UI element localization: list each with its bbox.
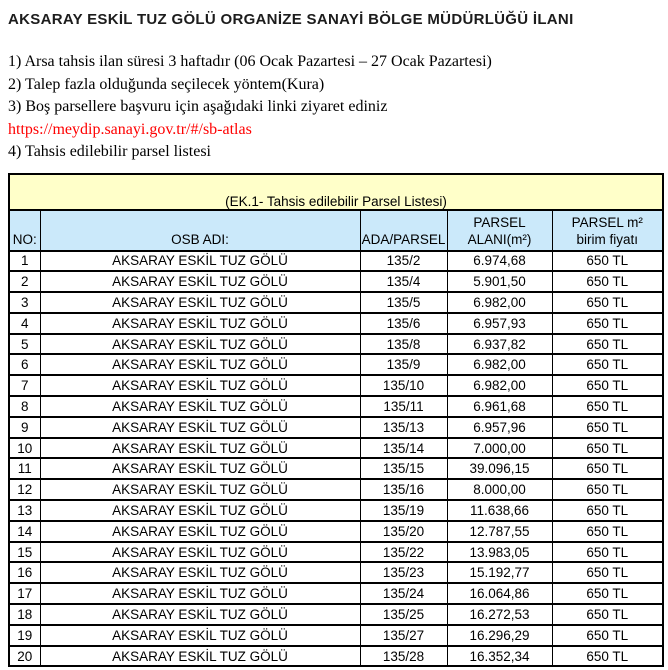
cell-no: 17 [9,583,40,604]
cell-osb-adi: AKSARAY ESKİL TUZ GÖLÜ [40,354,360,375]
cell-birim-fiyat: 650 TL [552,500,663,521]
col-header-birim-fiyat [552,210,663,251]
cell-parsel-alani: 6.957,93 [447,313,552,334]
cell-no: 1 [9,251,40,272]
header-line: birim fiyatı [576,231,639,247]
col-header-no: NO: [9,210,40,251]
table-row [9,438,663,459]
cell-ada-parsel: 135/11 [360,396,447,417]
cell-parsel-alani: 16.064,86 [447,583,552,604]
cell-no: 16 [9,562,40,583]
cell-parsel-alani: 6.982,00 [447,375,552,396]
cell-osb-adi: AKSARAY ESKİL TUZ GÖLÜ [40,458,360,479]
cell-parsel-alani: 6.961,68 [447,396,552,417]
intro-line-2: 2) Talep fazla olduğunda seçilecek yöntem(Kura) [8,75,325,93]
cell-parsel-alani: 15.192,77 [447,562,552,583]
table-row [9,625,663,646]
cell-no: 12 [9,479,40,500]
cell-no: 13 [9,500,40,521]
cell-parsel-alani: 6.982,00 [447,292,552,313]
cell-no: 18 [9,604,40,625]
cell-parsel-alani: 6.937,82 [447,334,552,355]
cell-birim-fiyat: 650 TL [552,458,663,479]
table-row [9,583,663,604]
cell-birim-fiyat: 650 TL [552,375,663,396]
cell-no: 14 [9,521,40,542]
cell-no: 10 [9,438,40,459]
table-row [9,604,663,625]
cell-ada-parsel: 135/23 [360,562,447,583]
table-row [9,313,663,334]
cell-no: 20 [9,646,40,667]
cell-parsel-alani: 6.982,00 [447,354,552,375]
cell-no: 19 [9,625,40,646]
cell-parsel-alani: 13.983,05 [447,542,552,563]
cell-ada-parsel: 135/9 [360,354,447,375]
cell-no: 7 [9,375,40,396]
cell-birim-fiyat: 650 TL [552,354,663,375]
cell-birim-fiyat: 650 TL [552,417,663,438]
cell-birim-fiyat: 650 TL [552,396,663,417]
table-row [9,562,663,583]
col-header-osb: OSB ADI: [40,210,360,251]
cell-birim-fiyat: 650 TL [552,625,663,646]
cell-birim-fiyat: 650 TL [552,479,663,500]
table-row [9,354,663,375]
cell-ada-parsel: 135/27 [360,625,447,646]
cell-ada-parsel: 135/19 [360,500,447,521]
cell-no: 4 [9,313,40,334]
table-row [9,646,663,667]
cell-parsel-alani: 6.974,68 [447,251,552,272]
table-row [9,458,663,479]
header-line: PARSEL m² [571,214,643,230]
cell-birim-fiyat: 650 TL [552,438,663,459]
parcel-table [8,173,664,668]
application-link[interactable]: https://meydip.sanayi.gov.tr/#/sb-atlas [8,120,252,138]
cell-ada-parsel: 135/4 [360,271,447,292]
cell-ada-parsel: 135/20 [360,521,447,542]
cell-parsel-alani: 11.638,66 [447,500,552,521]
cell-osb-adi: AKSARAY ESKİL TUZ GÖLÜ [40,292,360,313]
cell-parsel-alani: 8.000,00 [447,479,552,500]
cell-osb-adi: AKSARAY ESKİL TUZ GÖLÜ [40,521,360,542]
cell-birim-fiyat: 650 TL [552,562,663,583]
cell-ada-parsel: 135/2 [360,251,447,272]
table-row [9,500,663,521]
cell-osb-adi: AKSARAY ESKİL TUZ GÖLÜ [40,396,360,417]
col-header-ada-parsel: ADA/PARSEL [360,210,447,251]
table-row [9,417,663,438]
table-row [9,396,663,417]
cell-ada-parsel: 135/24 [360,583,447,604]
intro-lines [8,51,662,164]
cell-parsel-alani: 7.000,00 [447,438,552,459]
table-header-row [9,210,663,251]
cell-osb-adi: AKSARAY ESKİL TUZ GÖLÜ [40,313,360,334]
cell-parsel-alani: 5.901,50 [447,271,552,292]
cell-parsel-alani: 16.352,34 [447,646,552,667]
col-header-parsel-alani [447,210,552,251]
cell-osb-adi: AKSARAY ESKİL TUZ GÖLÜ [40,562,360,583]
table-row [9,479,663,500]
cell-no: 15 [9,542,40,563]
cell-ada-parsel: 135/5 [360,292,447,313]
cell-parsel-alani: 39.096,15 [447,458,552,479]
table-row [9,334,663,355]
cell-osb-adi: AKSARAY ESKİL TUZ GÖLÜ [40,251,360,272]
table-caption-row [9,174,663,210]
cell-osb-adi: AKSARAY ESKİL TUZ GÖLÜ [40,334,360,355]
cell-osb-adi: AKSARAY ESKİL TUZ GÖLÜ [40,417,360,438]
cell-osb-adi: AKSARAY ESKİL TUZ GÖLÜ [40,271,360,292]
table-row [9,292,663,313]
cell-birim-fiyat: 650 TL [552,271,663,292]
table-row [9,271,663,292]
cell-no: 5 [9,334,40,355]
cell-osb-adi: AKSARAY ESKİL TUZ GÖLÜ [40,479,360,500]
cell-birim-fiyat: 650 TL [552,251,663,272]
table-caption: (EK.1- Tahsis edilebilir Parsel Listesi) [9,174,663,210]
cell-ada-parsel: 135/14 [360,438,447,459]
cell-parsel-alani: 12.787,55 [447,521,552,542]
cell-osb-adi: AKSARAY ESKİL TUZ GÖLÜ [40,583,360,604]
cell-ada-parsel: 135/28 [360,646,447,667]
page-title: AKSARAY ESKİL TUZ GÖLÜ ORGANİZE SANAYİ BÖLGE MÜDÜRLÜĞÜ İLANI [8,11,574,28]
cell-ada-parsel: 135/16 [360,479,447,500]
table-row [9,375,663,396]
cell-birim-fiyat: 650 TL [552,583,663,604]
cell-osb-adi: AKSARAY ESKİL TUZ GÖLÜ [40,500,360,521]
cell-osb-adi: AKSARAY ESKİL TUZ GÖLÜ [40,375,360,396]
parcel-table-body [9,251,663,667]
cell-ada-parsel: 135/15 [360,458,447,479]
cell-no: 8 [9,396,40,417]
cell-osb-adi: AKSARAY ESKİL TUZ GÖLÜ [40,604,360,625]
cell-birim-fiyat: 650 TL [552,604,663,625]
header-line: ALANI(m²) [467,231,532,247]
cell-ada-parsel: 135/10 [360,375,447,396]
table-row [9,251,663,272]
cell-osb-adi: AKSARAY ESKİL TUZ GÖLÜ [40,438,360,459]
cell-no: 2 [9,271,40,292]
cell-no: 9 [9,417,40,438]
cell-ada-parsel: 135/8 [360,334,447,355]
cell-birim-fiyat: 650 TL [552,542,663,563]
cell-parsel-alani: 16.296,29 [447,625,552,646]
cell-ada-parsel: 135/6 [360,313,447,334]
cell-osb-adi: AKSARAY ESKİL TUZ GÖLÜ [40,625,360,646]
cell-no: 11 [9,458,40,479]
cell-parsel-alani: 6.957,96 [447,417,552,438]
table-row [9,542,663,563]
cell-birim-fiyat: 650 TL [552,521,663,542]
cell-no: 3 [9,292,40,313]
cell-ada-parsel: 135/22 [360,542,447,563]
table-row [9,521,663,542]
cell-ada-parsel: 135/13 [360,417,447,438]
intro-line-4: 4) Tahsis edilebilir parsel listesi [8,143,211,160]
cell-birim-fiyat: 650 TL [552,292,663,313]
cell-birim-fiyat: 650 TL [552,334,663,355]
cell-osb-adi: AKSARAY ESKİL TUZ GÖLÜ [40,646,360,667]
cell-no: 6 [9,354,40,375]
cell-ada-parsel: 135/25 [360,604,447,625]
intro-line-3: 3) Boş parsellere başvuru için aşağıdaki linki ziyaret ediniz [8,98,388,115]
cell-parsel-alani: 16.272,53 [447,604,552,625]
intro-line-1: 1) Arsa tahsis ilan süresi 3 haftadır (06 Ocak Pazartesi – 27 Ocak Pazartesi) [8,53,492,70]
cell-birim-fiyat: 650 TL [552,313,663,334]
cell-osb-adi: AKSARAY ESKİL TUZ GÖLÜ [40,542,360,563]
cell-birim-fiyat: 650 TL [552,646,663,667]
header-line: PARSEL [473,214,526,230]
